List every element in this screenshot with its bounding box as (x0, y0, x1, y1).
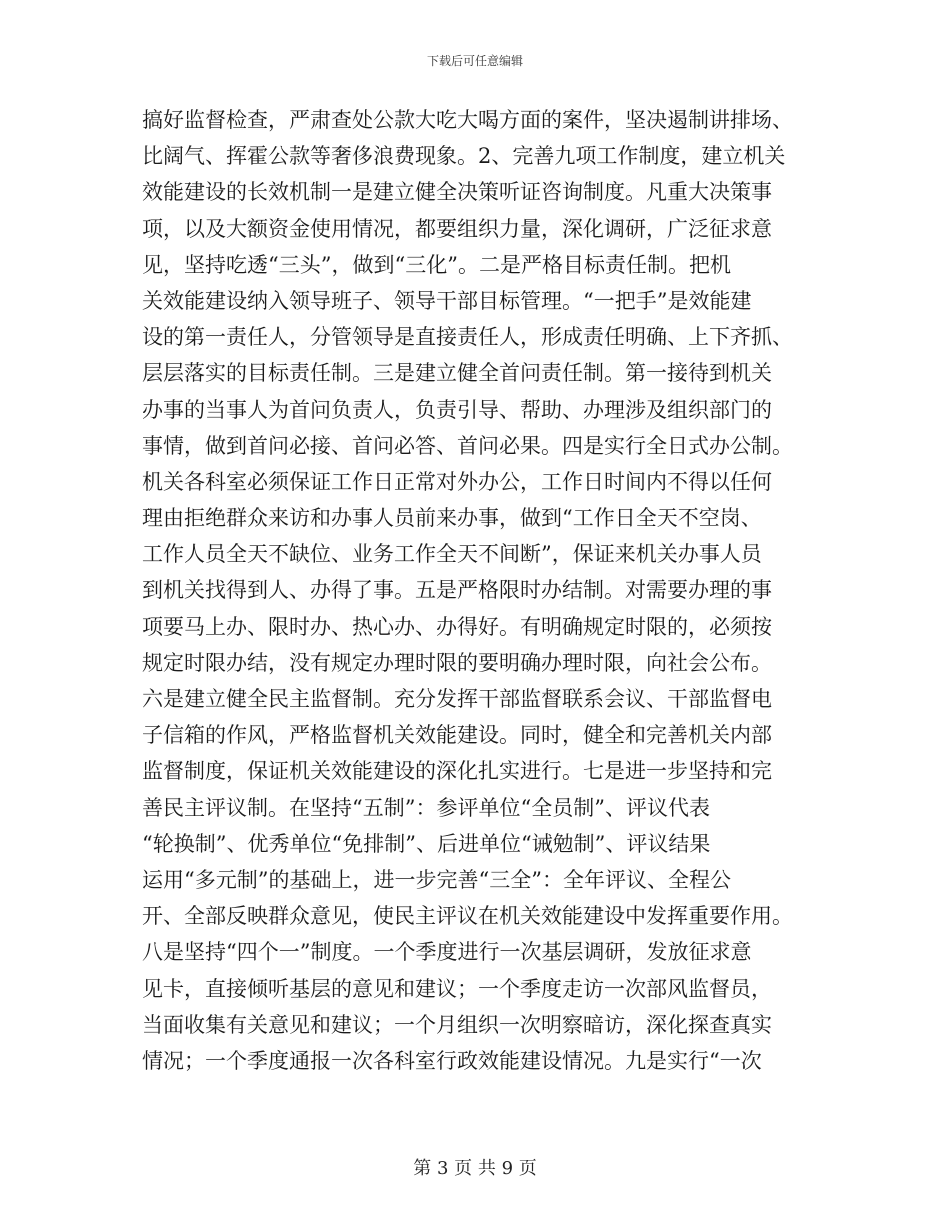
text-line: 到机关找得到人、办得了事。五是严格限时办结制。对需要办理的事 (142, 578, 772, 603)
text-line: 工作人员全天不缺位、业务工作全天不间断”，保证来机关办事人员 (142, 542, 762, 567)
text-line: 比阔气、挥霍公款等奢侈浪费现象。2、完善九项工作制度，建立机关 (142, 144, 786, 169)
text-line: 机关各科室必须保证工作日正常对外办公，工作日时间内不得以任何 (142, 469, 772, 494)
text-line: 规定时限办结，没有规定办理时限的要明确办理时限，向社会公布。 (142, 650, 772, 675)
page-number: 第 3 页 共 9 页 (413, 1158, 537, 1179)
text-line: 六是建立健全民主监督制。充分发挥干部监督联系会议、干部监督电 (142, 687, 772, 711)
text-line: 运用“多元制”的基础上，进一步完善“三全”：全年评议、全程公 (142, 867, 731, 892)
body-text (142, 102, 822, 1079)
text-line: “轮换制”、优秀单位“免排制”、后进单位“诫勉制”、评议结果 (142, 831, 711, 856)
text-line: 情况；一个季度通报一次各科室行政效能建设情况。九是实行“一次 (142, 1048, 762, 1073)
text-line: 理由拒绝群众来访和办事人员前来办事，做到“工作日全天不空岗、 (142, 506, 762, 531)
header-note: 下载后可任意编辑 (426, 54, 523, 68)
text-line: 项，以及大额资金使用情况，都要组织力量，深化调研，广泛征求意 (142, 216, 772, 241)
text-line: 效能建设的长效机制一是建立健全决策听证咨询制度。凡重大决策事 (142, 180, 772, 205)
text-line: 开、全部反映群众意见，使民主评议在机关效能建设中发挥重要作用。 (142, 904, 793, 929)
text-line: 善民主评议制。在坚持“五制”：参评单位“全员制”、评议代表 (142, 795, 710, 820)
text-line: 监督制度，保证机关效能建设的深化扎实进行。七是进一步坚持和完 (142, 759, 772, 784)
text-line: 事情，做到首问必接、首问必答、首问必果。四是实行全日式办公制。 (142, 433, 793, 458)
text-line: 办事的当事人为首问负责人，负责引导、帮助、办理涉及组织部门的 (142, 397, 772, 422)
text-line: 搞好监督检查，严肃查处公款大吃大喝方面的案件，坚决遏制讲排场、 (142, 108, 793, 132)
text-line: 设的第一责任人，分管领导是直接责任人，形成责任明确、上下齐抓、 (142, 325, 793, 350)
text-line: 见卡，直接倾听基层的意见和建议；一个季度走访一次部风监督员， (142, 976, 772, 1001)
text-line: 关效能建设纳入领导班子、领导干部目标管理。“一把手”是效能建 (142, 288, 752, 313)
text-line: 见，坚持吃透“三头”，做到“三化”。二是严格目标责任制。把机 (142, 252, 731, 277)
text-line: 项要马上办、限时办、热心办、办得好。有明确规定时限的，必须按 (142, 614, 772, 639)
text-line: 层层落实的目标责任制。三是建立健全首问责任制。第一接待到机关 (142, 361, 772, 386)
text-line: 当面收集有关意见和建议；一个月组织一次明察暗访，深化探查真实 (142, 1012, 772, 1037)
text-line: 子信箱的作风，严格监督机关效能建设。同时，健全和完善机关内部 (142, 723, 772, 748)
text-line: 八是坚持“四个一”制度。一个季度进行一次基层调研，发放征求意 (142, 940, 752, 965)
